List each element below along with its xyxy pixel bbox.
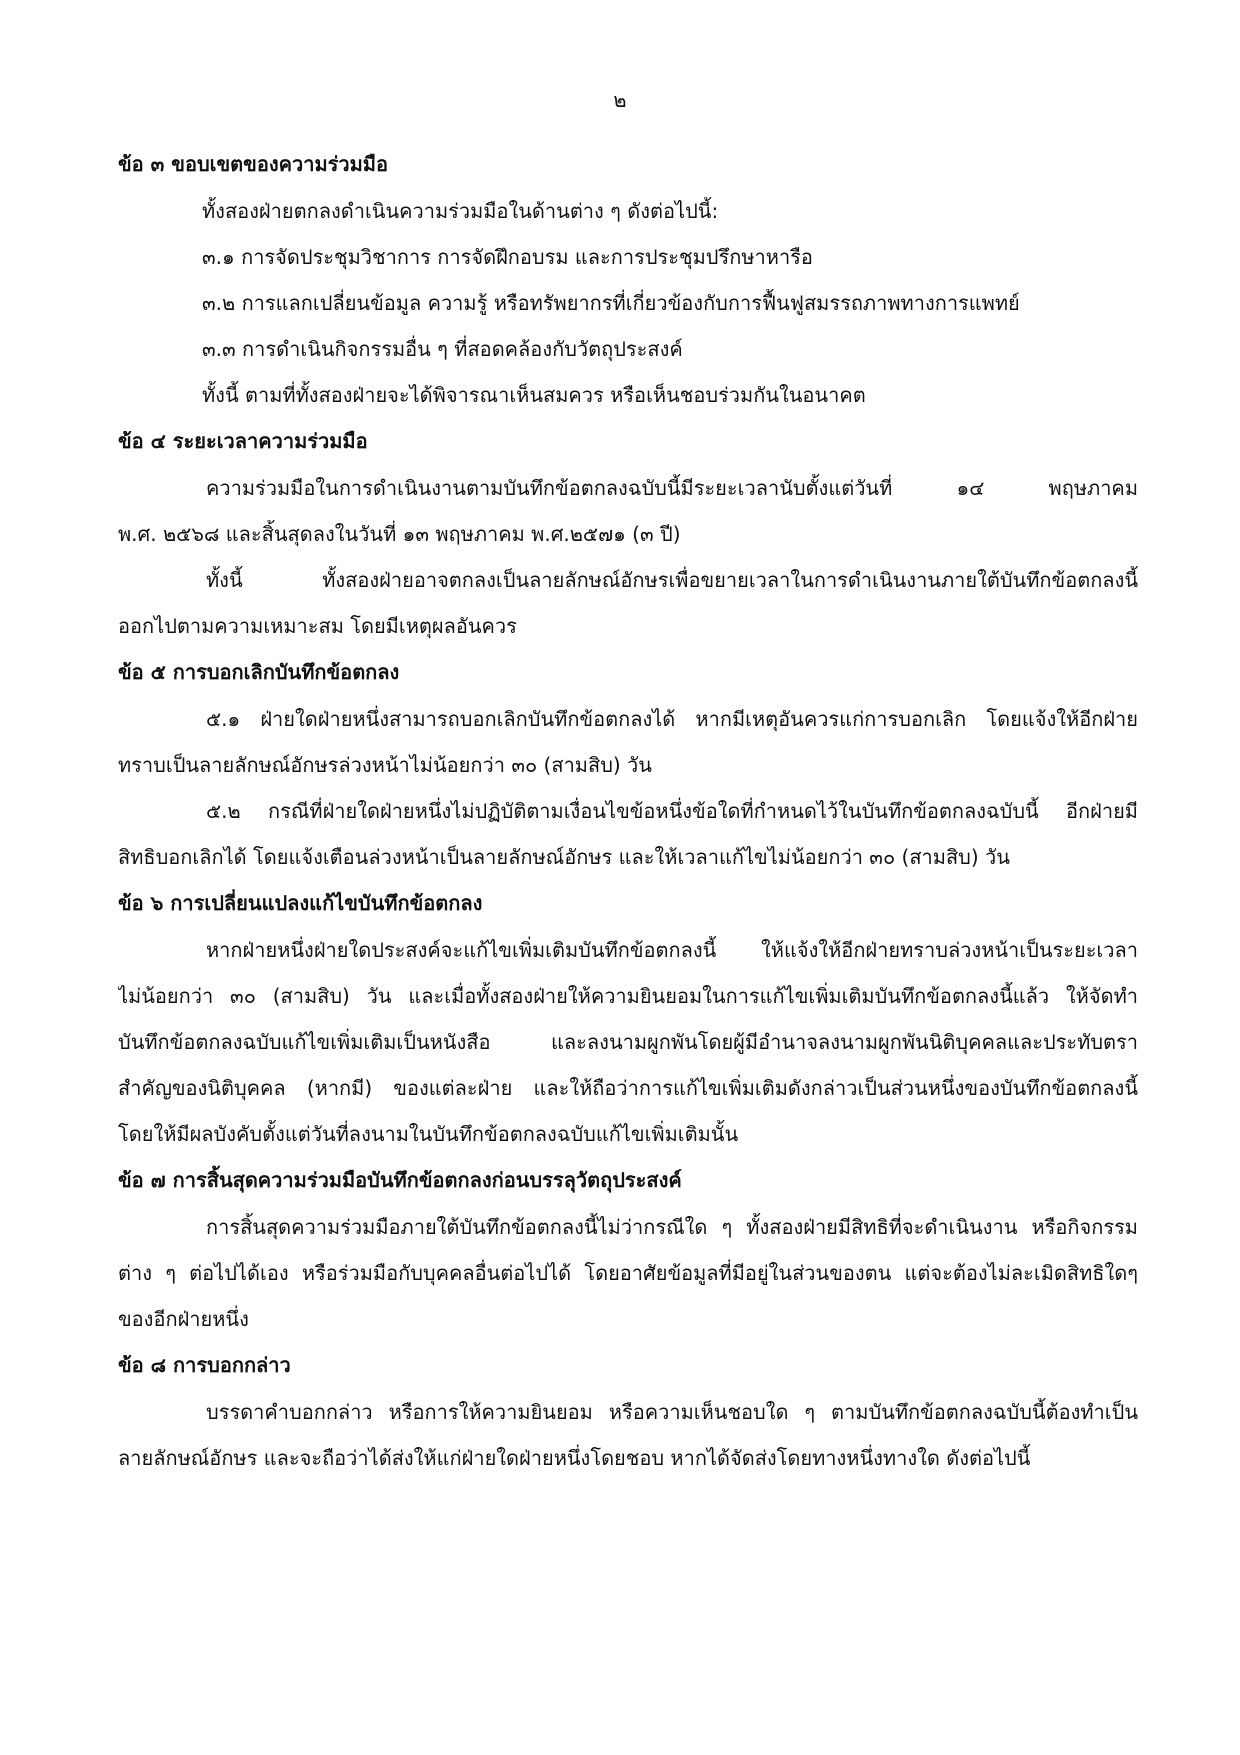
section-8-line-1: บรรดาคำบอกกล่าว หรือการให้ความยินยอม หรือความเห็นชอบใด ๆ ตามบันทึกข้อตกลงฉบับนี้ต้องทำเป็น (206, 1400, 1138, 1424)
section-6-line-1: หากฝ่ายหนึ่งฝ่ายใดประสงค์จะแก้ไขเพิ่มเติมบันทึกข้อตกลงนี้ ให้แจ้งให้อีกฝ่ายทราบล่วงหน้าเป็นระยะเวลา (206, 938, 1138, 962)
section-4-paragraph-2-line-1: ทั้งนี้ ทั้งสองฝ่ายอาจตกลงเป็นลายลักษณ์อักษรเพื่อขยายเวลาในการดำเนินงานภายใต้บันทึกข้อตกลงนี้ (206, 568, 1138, 592)
section-7-line-1: การสิ้นสุดความร่วมมือภายใต้บันทึกข้อตกลงนี้ไม่ว่ากรณีใด ๆ ทั้งสองฝ่ายมีสิทธิที่จะดำเนินงาน หรือกิจกรรม (206, 1215, 1138, 1239)
section-3-intro: ทั้งสองฝ่ายตกลงดำเนินความร่วมมือในด้านต่าง ๆ ดังต่อไปนี้: (202, 199, 719, 223)
page-number: ๒ (613, 88, 627, 112)
section-4-paragraph-2-line-2: ออกไปตามความเหมาะสม โดยมีเหตุผลอันควร (118, 614, 517, 638)
section-7-line-2: ต่าง ๆ ต่อไปได้เอง หรือร่วมมือกับบุคคลอื่นต่อไปได้ โดยอาศัยข้อมูลที่มีอยู่ในส่วนของตน แต่จะต้องไม่ละเมิดสิทธิใดๆ (118, 1261, 1138, 1285)
section-3-heading: ข้อ ๓ ขอบเขตของความร่วมมือ (118, 152, 388, 176)
section-7-heading: ข้อ ๗ การสิ้นสุดความร่วมมือบันทึกข้อตกลงก่อนบรรลุวัตถุประสงค์ (118, 1168, 682, 1192)
section-8-line-2: ลายลักษณ์อักษร และจะถือว่าได้ส่งให้แก่ฝ่ายใดฝ่ายหนึ่งโดยชอบ หากได้จัดส่งโดยทางหนึ่งทางใด ดังต่อไปนี้ (118, 1446, 1031, 1470)
section-5-item-2-line-1: ๕.๒ กรณีที่ฝ่ายใดฝ่ายหนึ่งไม่ปฏิบัติตามเงื่อนไขข้อหนึ่งข้อใดที่กำหนดไว้ในบันทึกข้อตกลงฉบับนี้ อีกฝ่ายมี (206, 799, 1138, 823)
section-4-paragraph-1-line-2: พ.ศ. ๒๕๖๘ และสิ้นสุดลงในวันที่ ๑๓ พฤษภาคม พ.ศ.๒๕๗๑ (๓ ปี) (118, 522, 681, 546)
section-6-line-2: ไม่น้อยกว่า ๓๐ (สามสิบ) วัน และเมื่อทั้งสองฝ่ายให้ความยินยอมในการแก้ไขเพิ่มเติมบันทึกข้อตกลงนี้แล้ว ให้จัดทำ (118, 984, 1138, 1008)
section-4-heading: ข้อ ๔ ระยะเวลาความร่วมมือ (118, 429, 368, 453)
section-7-line-3: ของอีกฝ่ายหนึ่ง (118, 1307, 249, 1331)
section-6-line-4: สำคัญของนิติบุคคล (หากมี) ของแต่ละฝ่าย และให้ถือว่าการแก้ไขเพิ่มเติมดังกล่าวเป็นส่วนหนึ่งของบันทึกข้อตกลงนี้ (118, 1076, 1138, 1100)
document-body (118, 150, 1138, 1490)
section-3-closing: ทั้งนี้ ตามที่ทั้งสองฝ่ายจะได้พิจารณาเห็นสมควร หรือเห็นชอบร่วมกันในอนาคต (202, 383, 866, 407)
section-6-line-3: บันทึกข้อตกลงฉบับแก้ไขเพิ่มเติมเป็นหนังสือ และลงนามผูกพันโดยผู้มีอำนาจลงนามผูกพันนิติบุคคลและประทับตรา (118, 1030, 1138, 1054)
section-4-paragraph-1-line-1: ความร่วมมือในการดำเนินงานตามบันทึกข้อตกลงฉบับนี้มีระยะเวลานับตั้งแต่วันที่ ๑๔ พฤษภาคม (206, 476, 1138, 500)
section-3-item-2: ๓.๒ การแลกเปลี่ยนข้อมูล ความรู้ หรือทรัพยากรที่เกี่ยวข้องกับการฟื้นฟูสมรรถภาพทางการแพทย์ (202, 291, 1020, 315)
section-3-item-1: ๓.๑ การจัดประชุมวิชาการ การจัดฝึกอบรม และการประชุมปรึกษาหารือ (202, 245, 813, 269)
section-5-item-1-line-1: ๕.๑ ฝ่ายใดฝ่ายหนึ่งสามารถบอกเลิกบันทึกข้อตกลงได้ หากมีเหตุอันควรแก่การบอกเลิก โดยแจ้งให้อีกฝ่าย (206, 707, 1138, 731)
section-5-item-1-line-2: ทราบเป็นลายลักษณ์อักษรล่วงหน้าไม่น้อยกว่า ๓๐ (สามสิบ) วัน (118, 753, 652, 777)
section-3-item-3: ๓.๓ การดำเนินกิจกรรมอื่น ๆ ที่สอดคล้องกับวัตถุประสงค์ (202, 337, 683, 361)
section-5-item-2-line-2: สิทธิบอกเลิกได้ โดยแจ้งเตือนล่วงหน้าเป็นลายลักษณ์อักษร และให้เวลาแก้ไขไม่น้อยกว่า ๓๐ (สามสิบ) วัน (118, 845, 1010, 869)
section-8-heading: ข้อ ๘ การบอกกล่าว (118, 1353, 291, 1377)
section-5-heading: ข้อ ๕ การบอกเลิกบันทึกข้อตกลง (118, 660, 400, 684)
section-6-heading: ข้อ ๖ การเปลี่ยนแปลงแก้ไขบันทึกข้อตกลง (118, 891, 483, 915)
section-6-line-5: โดยให้มีผลบังคับตั้งแต่วันที่ลงนามในบันทึกข้อตกลงฉบับแก้ไขเพิ่มเติมนั้น (118, 1122, 739, 1146)
